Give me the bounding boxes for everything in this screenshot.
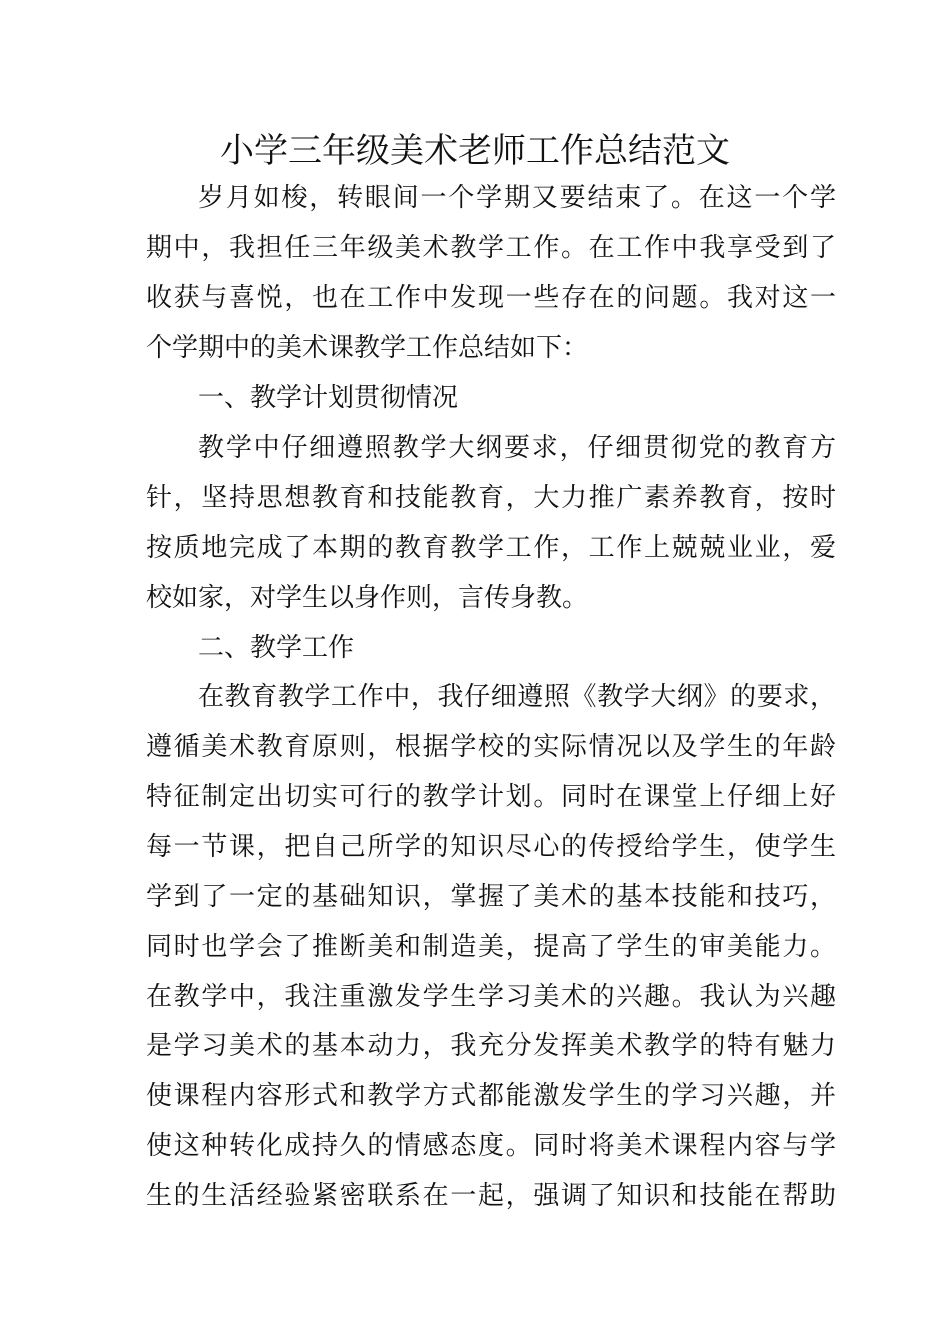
body-line: 生的生活经验紧密联系在一起，强调了知识和技能在帮助 (146, 1181, 836, 1211)
body-line: 在教育教学工作中，我仔细遵照《教学大纲》的要求， (198, 682, 836, 712)
body-line: 针，坚持思想教育和技能教育，大力推广素养教育，按时 (146, 483, 836, 513)
body-line: 岁月如梭，转眼间一个学期又要结束了。在这一个学 (198, 183, 836, 213)
body-line: 遵循美术教育原则，根据学校的实际情况以及学生的年龄 (146, 732, 836, 762)
body-line: 同时也学会了推断美和制造美，提高了学生的审美能力。 (146, 932, 836, 962)
body-line: 在教学中，我注重激发学生学习美术的兴趣。我认为兴趣 (146, 982, 836, 1012)
section-heading: 一、教学计划贯彻情况 (198, 383, 459, 413)
body-line: 学到了一定的基础知识，掌握了美术的基本技能和技巧， (146, 882, 836, 912)
body-line: 每一节课，把自己所学的知识尽心的传授给学生，使学生 (146, 832, 836, 862)
body-line: 是学习美术的基本动力，我充分发挥美术教学的特有魅力 (146, 1031, 836, 1061)
body-line: 期中，我担任三年级美术教学工作。在工作中我享受到了 (146, 233, 836, 263)
body-line: 教学中仔细遵照教学大纲要求，仔细贯彻党的教育方 (198, 433, 836, 463)
section-heading: 二、教学工作 (198, 633, 355, 663)
body-line: 按质地完成了本期的教育教学工作，工作上兢兢业业，爱 (146, 533, 836, 563)
body-line: 特征制定出切实可行的教学计划。同时在课堂上仔细上好 (146, 782, 836, 812)
body-line: 使这种转化成持久的情感态度。同时将美术课程内容与学 (146, 1131, 836, 1161)
document-title: 小学三年级美术老师工作总结范文 (220, 131, 730, 171)
body-line: 校如家，对学生以身作则，言传身教。 (146, 583, 589, 613)
body-line: 收获与喜悦，也在工作中发现一些存在的问题。我对这一 (146, 283, 836, 313)
body-line: 使课程内容形式和教学方式都能激发学生的学习兴趣，并 (146, 1081, 836, 1111)
body-line: 个学期中的美术课教学工作总结如下： (146, 333, 589, 363)
